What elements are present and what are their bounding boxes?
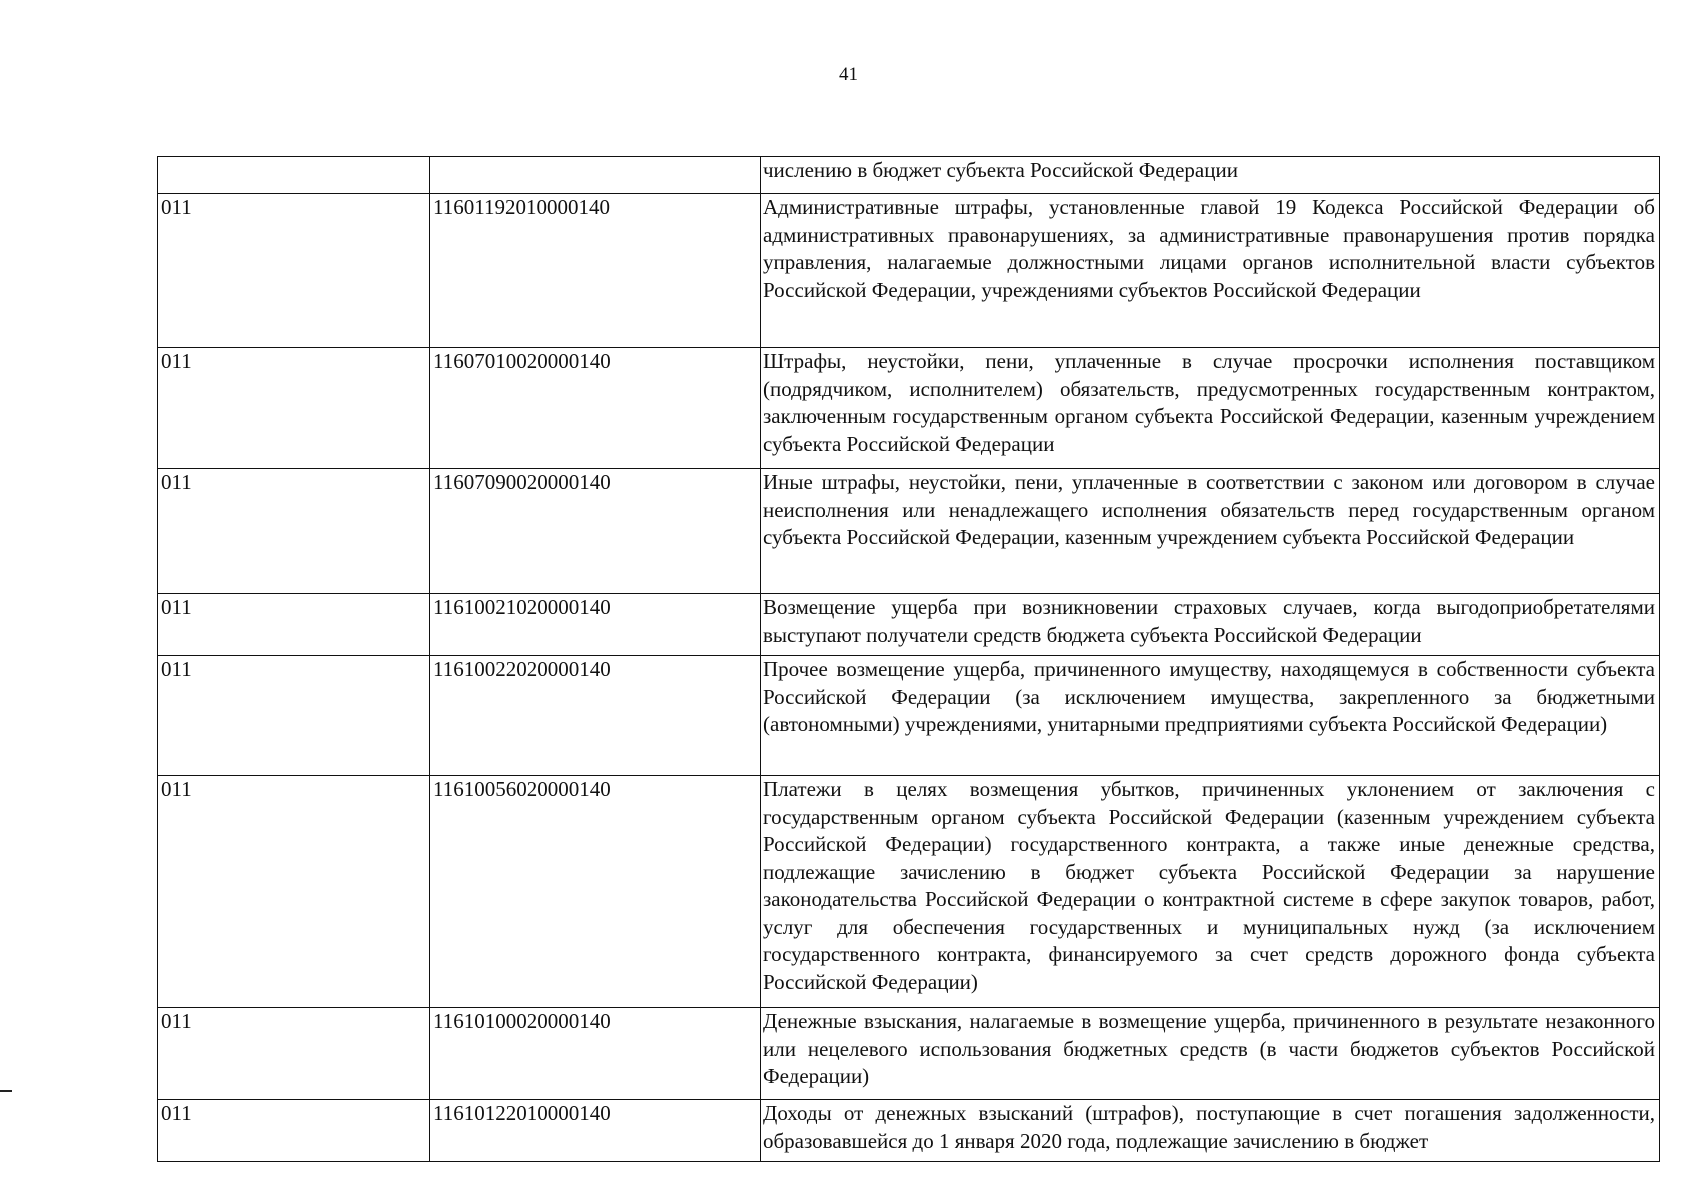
table-row: [158, 1008, 1660, 1100]
table-row: [158, 656, 1660, 776]
table-row: [158, 594, 1660, 656]
description-cell: Платежи в целях возмещения убытков, причиненных уклонением от заключения с государственным органом субъекта Российской Федерации (казенным учреждением субъекта Российской Федерации) государственного контракта, а также иные денежные средства, подлежащие зачислению в бюджет субъекта Российской Федерации за нарушение законодательства Российской Федерации о контрактной системе в сфере закупок товаров, работ, услуг для обеспечения государственных и муниципальных нужд (за исключением государственного контракта, финансируемого за счет средств дорожного фонда субъекта Российской Федерации): [761, 776, 1660, 1008]
budget-codes-table: [157, 156, 1660, 1162]
description-cell: Прочее возмещение ущерба, причиненного имуществу, находящемуся в собственности субъекта Российской Федерации (за исключением имущества, закрепленного за бюджетными (автономными) учреждениями, унитарными предприятиями субъекта Российской Федерации): [761, 656, 1660, 776]
admin-code-cell: 011: [158, 194, 430, 348]
description-cell: Доходы от денежных взысканий (штрафов), поступающие в счет погашения задолженности, образовавшейся до 1 января 2020 года, подлежащие зачислению в бюджет: [761, 1100, 1660, 1162]
table-row: [158, 776, 1660, 1008]
table-row: [158, 157, 1660, 194]
budget-code-cell: 11607090020000140: [430, 469, 761, 594]
budget-code-cell: 11610100020000140: [430, 1008, 761, 1100]
budget-code-cell: 11610056020000140: [430, 776, 761, 1008]
admin-code-cell: 011: [158, 348, 430, 469]
table-row: [158, 1100, 1660, 1162]
budget-code-cell: 11607010020000140: [430, 348, 761, 469]
table-row: [158, 348, 1660, 469]
budget-code-cell: 11601192010000140: [430, 194, 761, 348]
budget-code-cell: [430, 157, 761, 194]
admin-code-cell: 011: [158, 656, 430, 776]
description-cell: Денежные взыскания, налагаемые в возмещение ущерба, причиненного в результате незаконного или нецелевого использования бюджетных средств (в части бюджетов субъектов Российской Федерации): [761, 1008, 1660, 1100]
description-cell: Штрафы, неустойки, пени, уплаченные в случае просрочки исполнения поставщиком (подрядчиком, исполнителем) обязательств, предусмотренных государственным контрактом, заключенным государственным органом субъекта Российской Федерации, казенным учреждением субъекта Российской Федерации: [761, 348, 1660, 469]
admin-code-cell: 011: [158, 1008, 430, 1100]
budget-code-cell: 11610021020000140: [430, 594, 761, 656]
description-cell: Административные штрафы, установленные главой 19 Кодекса Российской Федерации об административных правонарушениях, за административные правонарушения против порядка управления, налагаемые должностными лицами органов исполнительной власти субъектов Российской Федерации, учреждениями субъектов Российской Федерации: [761, 194, 1660, 348]
table-row: [158, 469, 1660, 594]
admin-code-cell: 011: [158, 776, 430, 1008]
description-cell: Возмещение ущерба при возникновении страховых случаев, когда выгодоприобретателями выступают получатели средств бюджета субъекта Российской Федерации: [761, 594, 1660, 656]
margin-mark: [0, 1090, 12, 1092]
admin-code-cell: 011: [158, 1100, 430, 1162]
admin-code-cell: 011: [158, 594, 430, 656]
budget-code-cell: 11610022020000140: [430, 656, 761, 776]
page-number: 41: [839, 64, 858, 85]
admin-code-cell: [158, 157, 430, 194]
admin-code-cell: 011: [158, 469, 430, 594]
table-row: [158, 194, 1660, 348]
budget-code-cell: 11610122010000140: [430, 1100, 761, 1162]
description-cell: числению в бюджет субъекта Российской Федерации: [761, 157, 1660, 194]
description-cell: Иные штрафы, неустойки, пени, уплаченные в соответствии с законом или договором в случае неисполнения или ненадлежащего исполнения обязательств перед государственным органом субъекта Российской Федерации, казенным учреждением субъекта Российской Федерации: [761, 469, 1660, 594]
